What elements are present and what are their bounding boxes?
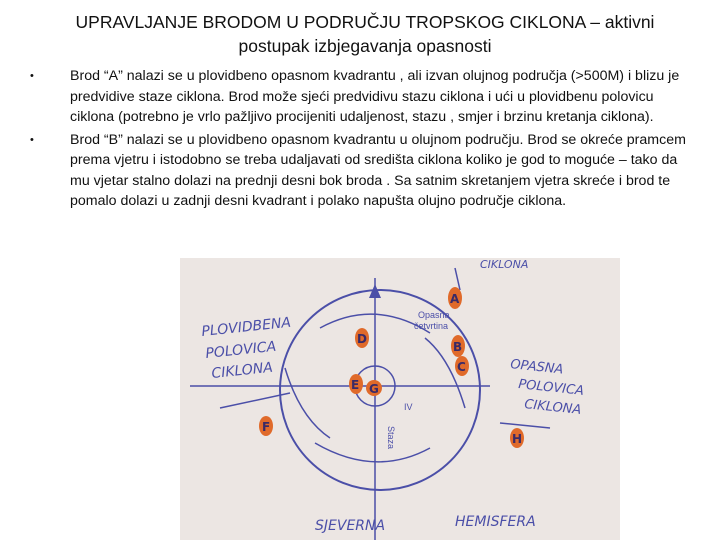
svg-text:G: G <box>369 382 379 396</box>
right-label-line-1: OPASNA <box>509 357 565 378</box>
title-line-2: postupak izbjegavanja opasnosti <box>238 36 492 56</box>
title-line-1: UPRAVLJANJE BRODOM U PODRUČJU TROPSKOG CIKLONA – aktivni <box>75 12 655 32</box>
quadrant-label-line-2: četvrtina <box>414 321 449 331</box>
svg-text:H: H <box>512 432 523 446</box>
right-label-line-2: POLOVICA <box>517 377 585 399</box>
bottom-label-left: SJEVERNA <box>315 518 386 534</box>
bullet-item-ship-a <box>30 66 690 128</box>
ship-f <box>259 416 273 436</box>
ship-g <box>366 380 382 396</box>
bullet-dot-icon: • <box>30 133 34 146</box>
svg-text:A: A <box>450 292 460 306</box>
svg-text:C: C <box>457 360 466 374</box>
ship-a <box>448 287 462 309</box>
bullet-list <box>30 66 690 214</box>
cyclone-diagram-photo <box>180 258 620 540</box>
svg-text:B: B <box>453 340 463 354</box>
ship-c <box>455 356 469 376</box>
left-label-line-3: CIKLONA <box>210 359 274 382</box>
ship-h <box>510 428 524 448</box>
bullet-text-ship-a: Brod “A” nalazi se u plovidbeno opasnom kvadrantu , ali izvan olujnog područja (>500M) i blizu je predvidive staze ciklona. Brod može sjeći predvidivu stazu ciklona i ući u plovidbenu polovicu ciklona (potrebno je vrlo pažljivo procijeniti udaljenost, stazu , smjer i brzinu kretanja ciklona). <box>70 68 680 125</box>
top-partial-label: CIKLONA <box>480 258 529 271</box>
quadrant-label-line-1: Opasna <box>418 310 450 320</box>
svg-text:F: F <box>262 420 271 434</box>
track-label: Staza <box>386 426 396 450</box>
bullet-item-ship-b <box>30 130 690 212</box>
svg-text:D: D <box>357 332 367 346</box>
left-label-line-1: PLOVIDBENA <box>200 314 292 340</box>
ship-d <box>355 328 369 348</box>
bullet-text-ship-b: Brod “B” nalazi se u plovidbeno opasnom kvadrantu u olujnom području. Brod se okreće pramcem prema vjetru i istodobno se treba udaljavati od središta ciklona koliko je god to moguće – tako da mu vjetar stalno dolazi na prednji desni bok broda . Sa satnim skretanjem vjetra skreće i brod te pomalo dolazi u zadnji desni kvadrant i polako napušta olujno područje ciklona. <box>70 131 686 209</box>
svg-text:E: E <box>351 378 360 392</box>
left-label-line-2: POLOVICA <box>204 338 277 362</box>
quadrant-iv-label: IV <box>404 402 413 412</box>
slide-title <box>40 10 690 58</box>
bullet-dot-icon: • <box>30 70 34 82</box>
cyclone-diagram <box>180 258 620 540</box>
right-label-line-3: CIKLONA <box>523 397 582 418</box>
ship-b <box>451 335 465 357</box>
bottom-label-right: HEMISFERA <box>455 514 536 530</box>
ship-e <box>349 374 363 394</box>
